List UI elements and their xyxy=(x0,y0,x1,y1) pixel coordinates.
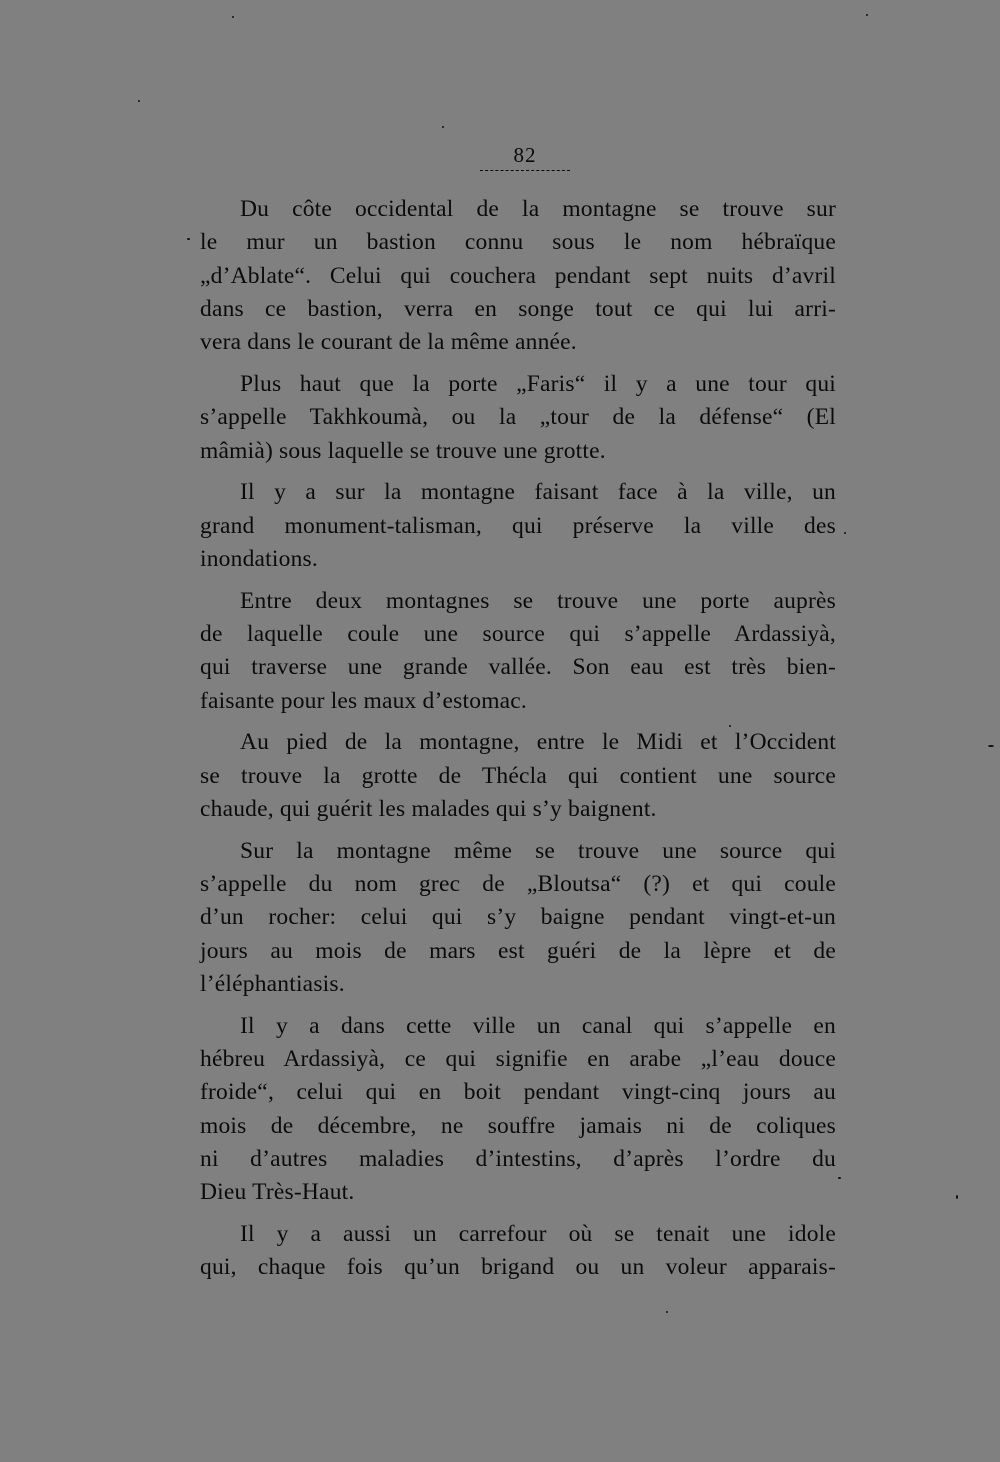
body-text xyxy=(200,193,836,1293)
text-line: de laquelle coule une source qui s’appelle Ardassiyà, xyxy=(200,621,836,648)
text-line: l’éléphantiasis. xyxy=(200,971,345,998)
text-line: chaude, qui guérit les malades qui s’y baignent. xyxy=(200,796,657,823)
text-line: Du côte occidental de la montagne se trouve sur xyxy=(240,196,836,222)
text-line: qui traverse une grande vallée. Son eau est très bien- xyxy=(200,654,836,681)
text-line: le mur un bastion connu sous le nom hébraïque xyxy=(200,229,836,256)
paragraph xyxy=(200,585,836,718)
scan-speck xyxy=(844,532,846,534)
paragraph xyxy=(200,193,836,359)
text-line: s’appelle Takhkoumà, ou la „tour de la défense“ (El xyxy=(200,404,836,431)
text-line: Au pied de la montagne, entre le Midi et l’Occident xyxy=(240,729,836,756)
text-line: hébreu Ardassiyà, ce qui signifie en arabe „l’eau douce xyxy=(200,1046,836,1073)
text-line: dans ce bastion, verra en songe tout ce qui lui arri- xyxy=(200,295,836,322)
text-line: Sur la montagne même se trouve une source qui xyxy=(240,837,836,864)
text-line: Dieu Très-Haut. xyxy=(200,1179,355,1206)
text-line: qui, chaque fois qu’un brigand ou un voleur apparais- xyxy=(200,1254,836,1281)
text-line: ni d’autres maladies d’intestins, d’après l’ordre du xyxy=(200,1146,836,1173)
text-line: Il y a dans cette ville un canal qui s’appelle en xyxy=(240,1012,836,1039)
scan-speck xyxy=(729,725,731,727)
text-line: Plus haut que la porte „Faris“ il y a une tour qui xyxy=(240,370,836,397)
text-line: mâmià) sous laquelle se trouve une grotte. xyxy=(200,437,606,464)
text-line: s’appelle du nom grec de „Bloutsa“ (?) et qui coule xyxy=(200,871,836,898)
text-line: inondations. xyxy=(200,545,318,572)
text-line: grand monument-talisman, qui préserve la ville des xyxy=(200,512,836,539)
scan-speck xyxy=(838,1177,841,1179)
scan-speck xyxy=(232,16,234,18)
text-line: mois de décembre, ne souffre jamais ni de coliques xyxy=(200,1112,836,1139)
text-line: „d’Ablate“. Celui qui couchera pendant sept nuits d’avril xyxy=(200,262,836,289)
text-line: se trouve la grotte de Thécla qui contient une source xyxy=(200,762,836,789)
text-line: vera dans le courant de la même année. xyxy=(200,329,577,356)
text-line: Entre deux montagnes se trouve une porte auprès xyxy=(240,587,836,614)
scan-speck xyxy=(866,14,868,16)
paragraph xyxy=(200,368,836,468)
paragraph xyxy=(200,835,836,1001)
text-line: Il y a sur la montagne faisant face à la ville, un xyxy=(240,479,836,506)
paragraph xyxy=(200,726,836,826)
text-line: jours au mois de mars est guéri de la lèpre et de xyxy=(200,937,836,964)
scan-speck xyxy=(187,238,190,240)
text-line: Il y a aussi un carrefour où se tenait une idole xyxy=(240,1221,836,1248)
text-line: froide“, celui qui en boit pendant vingt-cinq jours au xyxy=(200,1079,836,1106)
text-line: d’un rocher: celui qui s’y baigne pendant vingt-et-un xyxy=(200,904,836,931)
paragraph xyxy=(200,476,836,576)
scan-speck xyxy=(666,1311,668,1313)
page-number-rule xyxy=(480,170,570,171)
scan-speck xyxy=(442,126,444,128)
scan-speck xyxy=(988,745,994,747)
scan-speck xyxy=(138,100,140,102)
text-line: faisante pour les maux d’estomac. xyxy=(200,687,528,714)
page-number: 82 xyxy=(513,143,537,167)
paragraph xyxy=(200,1218,836,1285)
scan-speck xyxy=(956,1195,958,1199)
paragraph xyxy=(200,1010,836,1210)
